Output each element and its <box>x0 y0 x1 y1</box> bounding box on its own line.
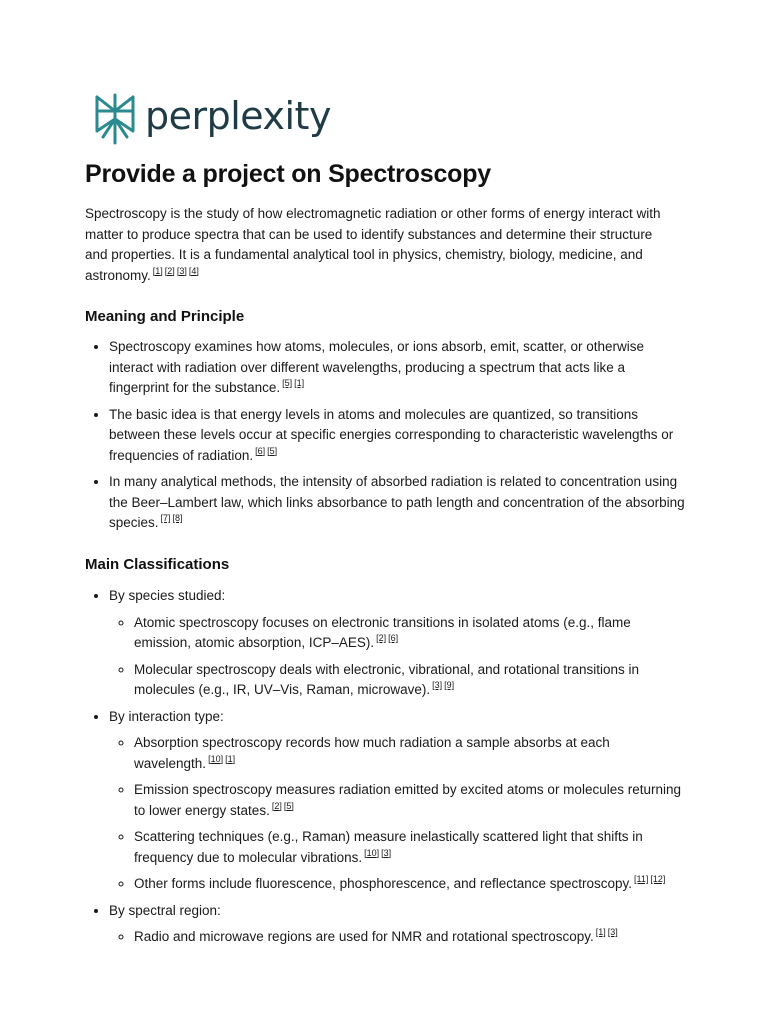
citations <box>430 680 454 690</box>
list-item-text: By species studied: <box>109 588 226 603</box>
citation-link[interactable]: [10] <box>364 847 380 858</box>
citation-link[interactable]: [7] <box>160 513 171 523</box>
list-item <box>109 337 685 399</box>
citation-link[interactable]: [3] <box>381 847 392 858</box>
sub-list-item <box>134 780 685 821</box>
sub-list-item <box>134 927 685 948</box>
sub-list-item-text: Atomic spectroscopy focuses on electronic transitions in isolated atoms (e.g., flame emission, atomic absorption, ICP–AES). <box>134 614 631 650</box>
sub-list-item <box>134 874 685 895</box>
list-item-text: The basic idea is that energy levels in atoms and molecules are quantized, so transitions between these levels occur at specific energies corresponding to characteristic wavelengths or frequencies of radiation. <box>109 406 674 463</box>
citation-link[interactable]: [3] <box>607 927 618 937</box>
citation-link[interactable]: [5] <box>267 445 278 456</box>
citations <box>374 633 398 643</box>
sub-list <box>109 927 685 948</box>
intro-text: Spectroscopy is the study of how electromagnetic radiation or other forms of energy interact with matter to produce spectra that can be used to identify substances and determine their structure and properties. It is a fundamental analytical tool in physics, chemistry, biology, medicine, and astronomy. <box>85 206 661 283</box>
perplexity-logo-icon <box>93 93 137 145</box>
intro-citations <box>151 266 199 276</box>
sub-list-item <box>134 613 685 654</box>
citations <box>594 927 618 937</box>
citations <box>206 754 235 764</box>
list-item-text: Spectroscopy examines how atoms, molecules, or ions absorb, emit, scatter, or otherwise interact with radiation over different wavelengths, producing a spectrum that acts like a fingerprint for the substance. <box>109 339 644 395</box>
citation-link[interactable]: [3] <box>176 265 187 276</box>
citations <box>253 446 277 456</box>
sub-list-item <box>134 827 685 868</box>
citation-link[interactable]: [5] <box>283 800 294 811</box>
citation-link[interactable]: [10] <box>208 753 224 764</box>
citation-link[interactable]: [1] <box>595 927 606 937</box>
list-item-text: By spectral region: <box>109 902 221 918</box>
citation-link[interactable]: [3] <box>432 680 443 690</box>
citations <box>270 801 294 811</box>
citation-link[interactable]: [4] <box>188 265 199 276</box>
sub-list <box>109 733 685 895</box>
citation-link[interactable]: [6] <box>255 445 266 456</box>
citation-link[interactable]: [2] <box>376 633 387 643</box>
brand-wordmark: perplexity <box>145 94 331 138</box>
citation-link[interactable]: [9] <box>444 680 455 690</box>
intro-paragraph <box>85 204 675 286</box>
classifications-list <box>85 586 685 954</box>
citation-link[interactable]: [1] <box>225 753 236 764</box>
sub-list-item-text: Radio and microwave regions are used for NMR and rotational spectroscopy. <box>134 929 594 944</box>
sub-list-item-text: Absorption spectroscopy records how much radiation a sample absorbs at each wavelength. <box>134 735 610 771</box>
list-item <box>109 405 685 467</box>
list-item <box>109 472 685 534</box>
citations <box>632 874 665 884</box>
meaning-list <box>85 337 685 540</box>
sub-list <box>109 613 685 701</box>
citations <box>280 378 304 388</box>
citation-link[interactable]: [1] <box>152 265 163 276</box>
list-item <box>109 586 685 701</box>
citation-link[interactable]: [1] <box>294 378 305 388</box>
list-item <box>109 901 685 948</box>
citation-link[interactable]: [5] <box>282 378 293 388</box>
citation-link[interactable]: [8] <box>172 513 183 523</box>
citations <box>159 513 183 523</box>
sub-list-item-text: Emission spectroscopy measures radiation emitted by excited atoms or molecules returning to lower energy states. <box>134 782 681 818</box>
citations <box>362 848 391 858</box>
section-heading-classifications: Main Classifications <box>85 556 230 573</box>
citation-link[interactable]: [2] <box>164 265 175 276</box>
citation-link[interactable]: [12] <box>650 874 666 884</box>
list-item <box>109 707 685 895</box>
list-item-text: In many analytical methods, the intensity of absorbed radiation is related to concentration using the Beer–Lambert law, which links absorbance to path length and concentration of the absorbing species. <box>109 474 685 530</box>
sub-list-item-text: Other forms include fluorescence, phosphorescence, and reflectance spectroscopy. <box>134 876 633 891</box>
sub-list-item-text: Scattering techniques (e.g., Raman) measure inelastically scattered light that shifts in frequency due to molecular vibrations. <box>134 829 643 865</box>
sub-list-item-text: Molecular spectroscopy deals with electronic, vibrational, and rotational transitions in molecules (e.g., IR, UV–Vis, Raman, microwave). <box>134 661 640 697</box>
citation-link[interactable]: [11] <box>634 874 649 884</box>
sub-list-item <box>134 733 685 774</box>
citation-link[interactable]: [2] <box>271 800 282 811</box>
section-heading-meaning: Meaning and Principle <box>85 308 245 325</box>
sub-list-item <box>134 660 685 701</box>
citation-link[interactable]: [6] <box>388 633 399 643</box>
page-title: Provide a project on Spectroscopy <box>85 160 492 188</box>
perplexity-logo <box>93 93 331 145</box>
list-item-text: By interaction type: <box>109 708 224 724</box>
